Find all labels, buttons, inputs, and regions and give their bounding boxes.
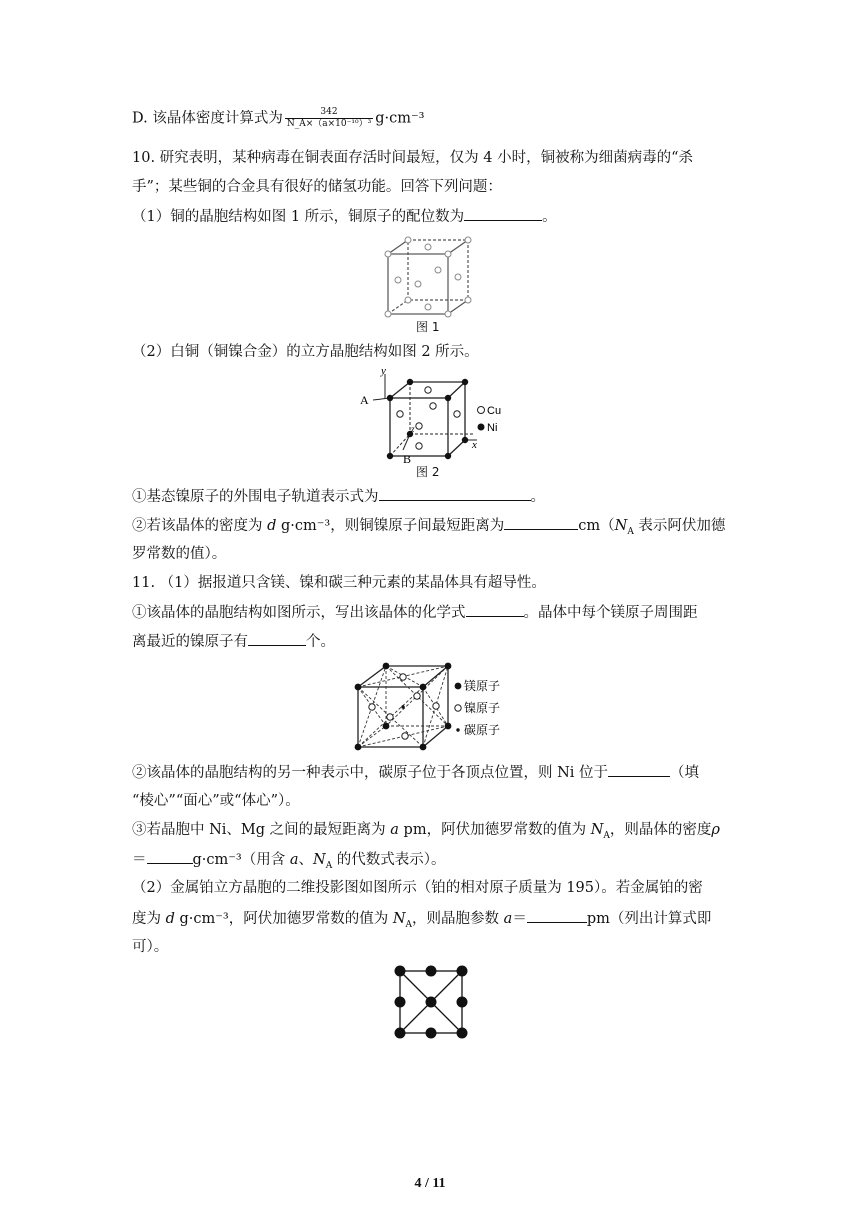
q10-sub1-end: 。 — [530, 489, 545, 505]
q10-part1-end: 。 — [542, 209, 557, 225]
q11-sub3-line2 — [132, 849, 446, 876]
figure-1-caption: 图 1 — [416, 320, 440, 334]
option-d — [132, 107, 424, 130]
q11-sub2-line2: “棱心”“面心”或“体心”）。 — [132, 793, 300, 809]
legend-c-label: 碳原子 — [464, 723, 501, 737]
answer-blank[interactable] — [504, 515, 578, 530]
text: cm（ — [578, 518, 615, 534]
point-a-label: A — [360, 393, 369, 407]
legend-ni-label: 镍原子 — [464, 701, 501, 715]
q11-part2-line1: （2）金属铂立方晶胞的二维投影图如图所示（铂的相对原子质量为 195）。若金属铂的密 — [132, 880, 703, 896]
legend-cu-label: Cu — [487, 405, 502, 417]
text: g·cm⁻³，阿伏加德罗常数的值为 — [174, 911, 393, 927]
point-b-label: B — [403, 452, 412, 464]
var-a: a — [289, 852, 299, 868]
text: ②若该晶体的密度为 — [132, 518, 268, 534]
text: 、 — [298, 852, 313, 868]
text: ＝ — [512, 911, 527, 927]
sub-a: A — [325, 860, 333, 871]
answer-blank[interactable] — [147, 849, 193, 864]
axis-x-label: x — [472, 439, 477, 451]
q11-sub1 — [132, 602, 698, 623]
text: 表示阿伏加德 — [633, 518, 726, 534]
answer-blank[interactable] — [527, 908, 587, 923]
text: ，则晶胞参数 — [412, 911, 504, 927]
text: 度为 — [132, 911, 166, 927]
text: ③若晶胞中 Ni、Mg 之间的最短距离为 — [132, 822, 391, 838]
legend-mg-label: 镁原子 — [464, 679, 501, 693]
answer-blank[interactable] — [466, 602, 524, 617]
answer-blank[interactable] — [379, 486, 531, 501]
q11-sub3 — [132, 820, 720, 846]
answer-blank[interactable] — [248, 631, 306, 646]
var-n: N — [392, 911, 406, 927]
axis-z-label: z — [411, 424, 415, 434]
text: g·cm⁻³（用含 — [192, 852, 290, 868]
var-a: a — [503, 911, 513, 927]
sub-a: A — [627, 526, 634, 537]
text: ，则晶体的密度 — [609, 822, 712, 838]
q10-line2: 手”；某些铜的合金具有很好的储氢功能。回答下列问题： — [132, 179, 502, 195]
q10-sub2 — [132, 515, 725, 542]
option-d-prefix: D. 该晶体密度计算式为 — [132, 110, 283, 127]
text: 的代数式表示）。 — [332, 852, 446, 868]
q11-part2-line2 — [132, 908, 711, 935]
q10-part1 — [132, 206, 557, 227]
q10-part2: （2）白铜（铜镍合金）的立方晶胞结构如图 2 所示。 — [132, 344, 479, 360]
axis-y-label: y — [381, 365, 386, 377]
var-d: d — [267, 518, 277, 534]
q11-part2-line3: 可）。 — [132, 939, 169, 955]
var-d: d — [165, 911, 175, 927]
sub-a: A — [603, 830, 610, 841]
sub-a: A — [405, 919, 413, 930]
text: pm，阿伏加德罗常数的值为 — [398, 822, 591, 838]
q11-sub2 — [132, 762, 699, 783]
fraction-denominator: N_A×（a×10⁻¹⁰）³ — [286, 119, 372, 129]
text: ＝ — [132, 852, 147, 868]
var-n: N — [614, 518, 628, 534]
legend-ni-label: Ni — [487, 422, 498, 434]
q10-line1: 10. 研究表明，某种病毒在铜表面存活时间最短，仅为 4 小时，铜被称为细菌病毒的“杀 — [132, 150, 694, 166]
option-d-unit: g·cm⁻³ — [375, 110, 425, 127]
figure-2-cuni-cell — [355, 364, 505, 464]
figure-1-fcc-cell — [380, 232, 480, 322]
density-fraction — [285, 107, 373, 130]
figure-3-mgcni3-cell — [350, 660, 520, 755]
text: ①该晶体的晶胞结构如图所示，写出该晶体的化学式 — [132, 605, 466, 621]
q10-sub1 — [132, 486, 545, 507]
fraction-numerator: 342 — [285, 107, 373, 119]
q10-part1-text: （1）铜的晶胞结构如图 1 所示，铜原子的配位数为 — [132, 209, 465, 225]
q11-sub1-line2 — [132, 631, 335, 652]
answer-blank[interactable] — [608, 762, 670, 777]
text: g·cm⁻³，则铜镍原子间最短距离为 — [276, 518, 505, 534]
text: 离最近的镍原子有 — [132, 634, 248, 650]
text: ②该晶体的晶胞结构的另一种表示中，碳原子位于各顶点位置，则 Ni 位于 — [132, 765, 609, 781]
var-rho: ρ — [711, 822, 720, 838]
page-number: 4 / 11 — [414, 1176, 446, 1191]
q10-sub1-text: ①基态镍原子的外围电子轨道表示式为 — [132, 489, 379, 505]
figure-2-caption: 图 2 — [416, 465, 440, 479]
text: 个。 — [306, 634, 335, 650]
q11-line1: 11. （1）据报道只含镁、镍和碳三种元素的某晶体具有超导性。 — [132, 575, 546, 591]
text: pm（列出计算式即 — [586, 911, 712, 927]
text: 。晶体中每个镁原子周围距 — [523, 605, 698, 621]
var-n: N — [590, 822, 604, 838]
figure-4-pt-projection — [391, 962, 471, 1042]
q10-sub2-line2: 罗常数的值）。 — [132, 546, 227, 562]
text: （填 — [670, 765, 700, 781]
answer-blank[interactable] — [464, 206, 542, 221]
var-a: a — [390, 822, 399, 838]
var-n: N — [313, 852, 326, 868]
